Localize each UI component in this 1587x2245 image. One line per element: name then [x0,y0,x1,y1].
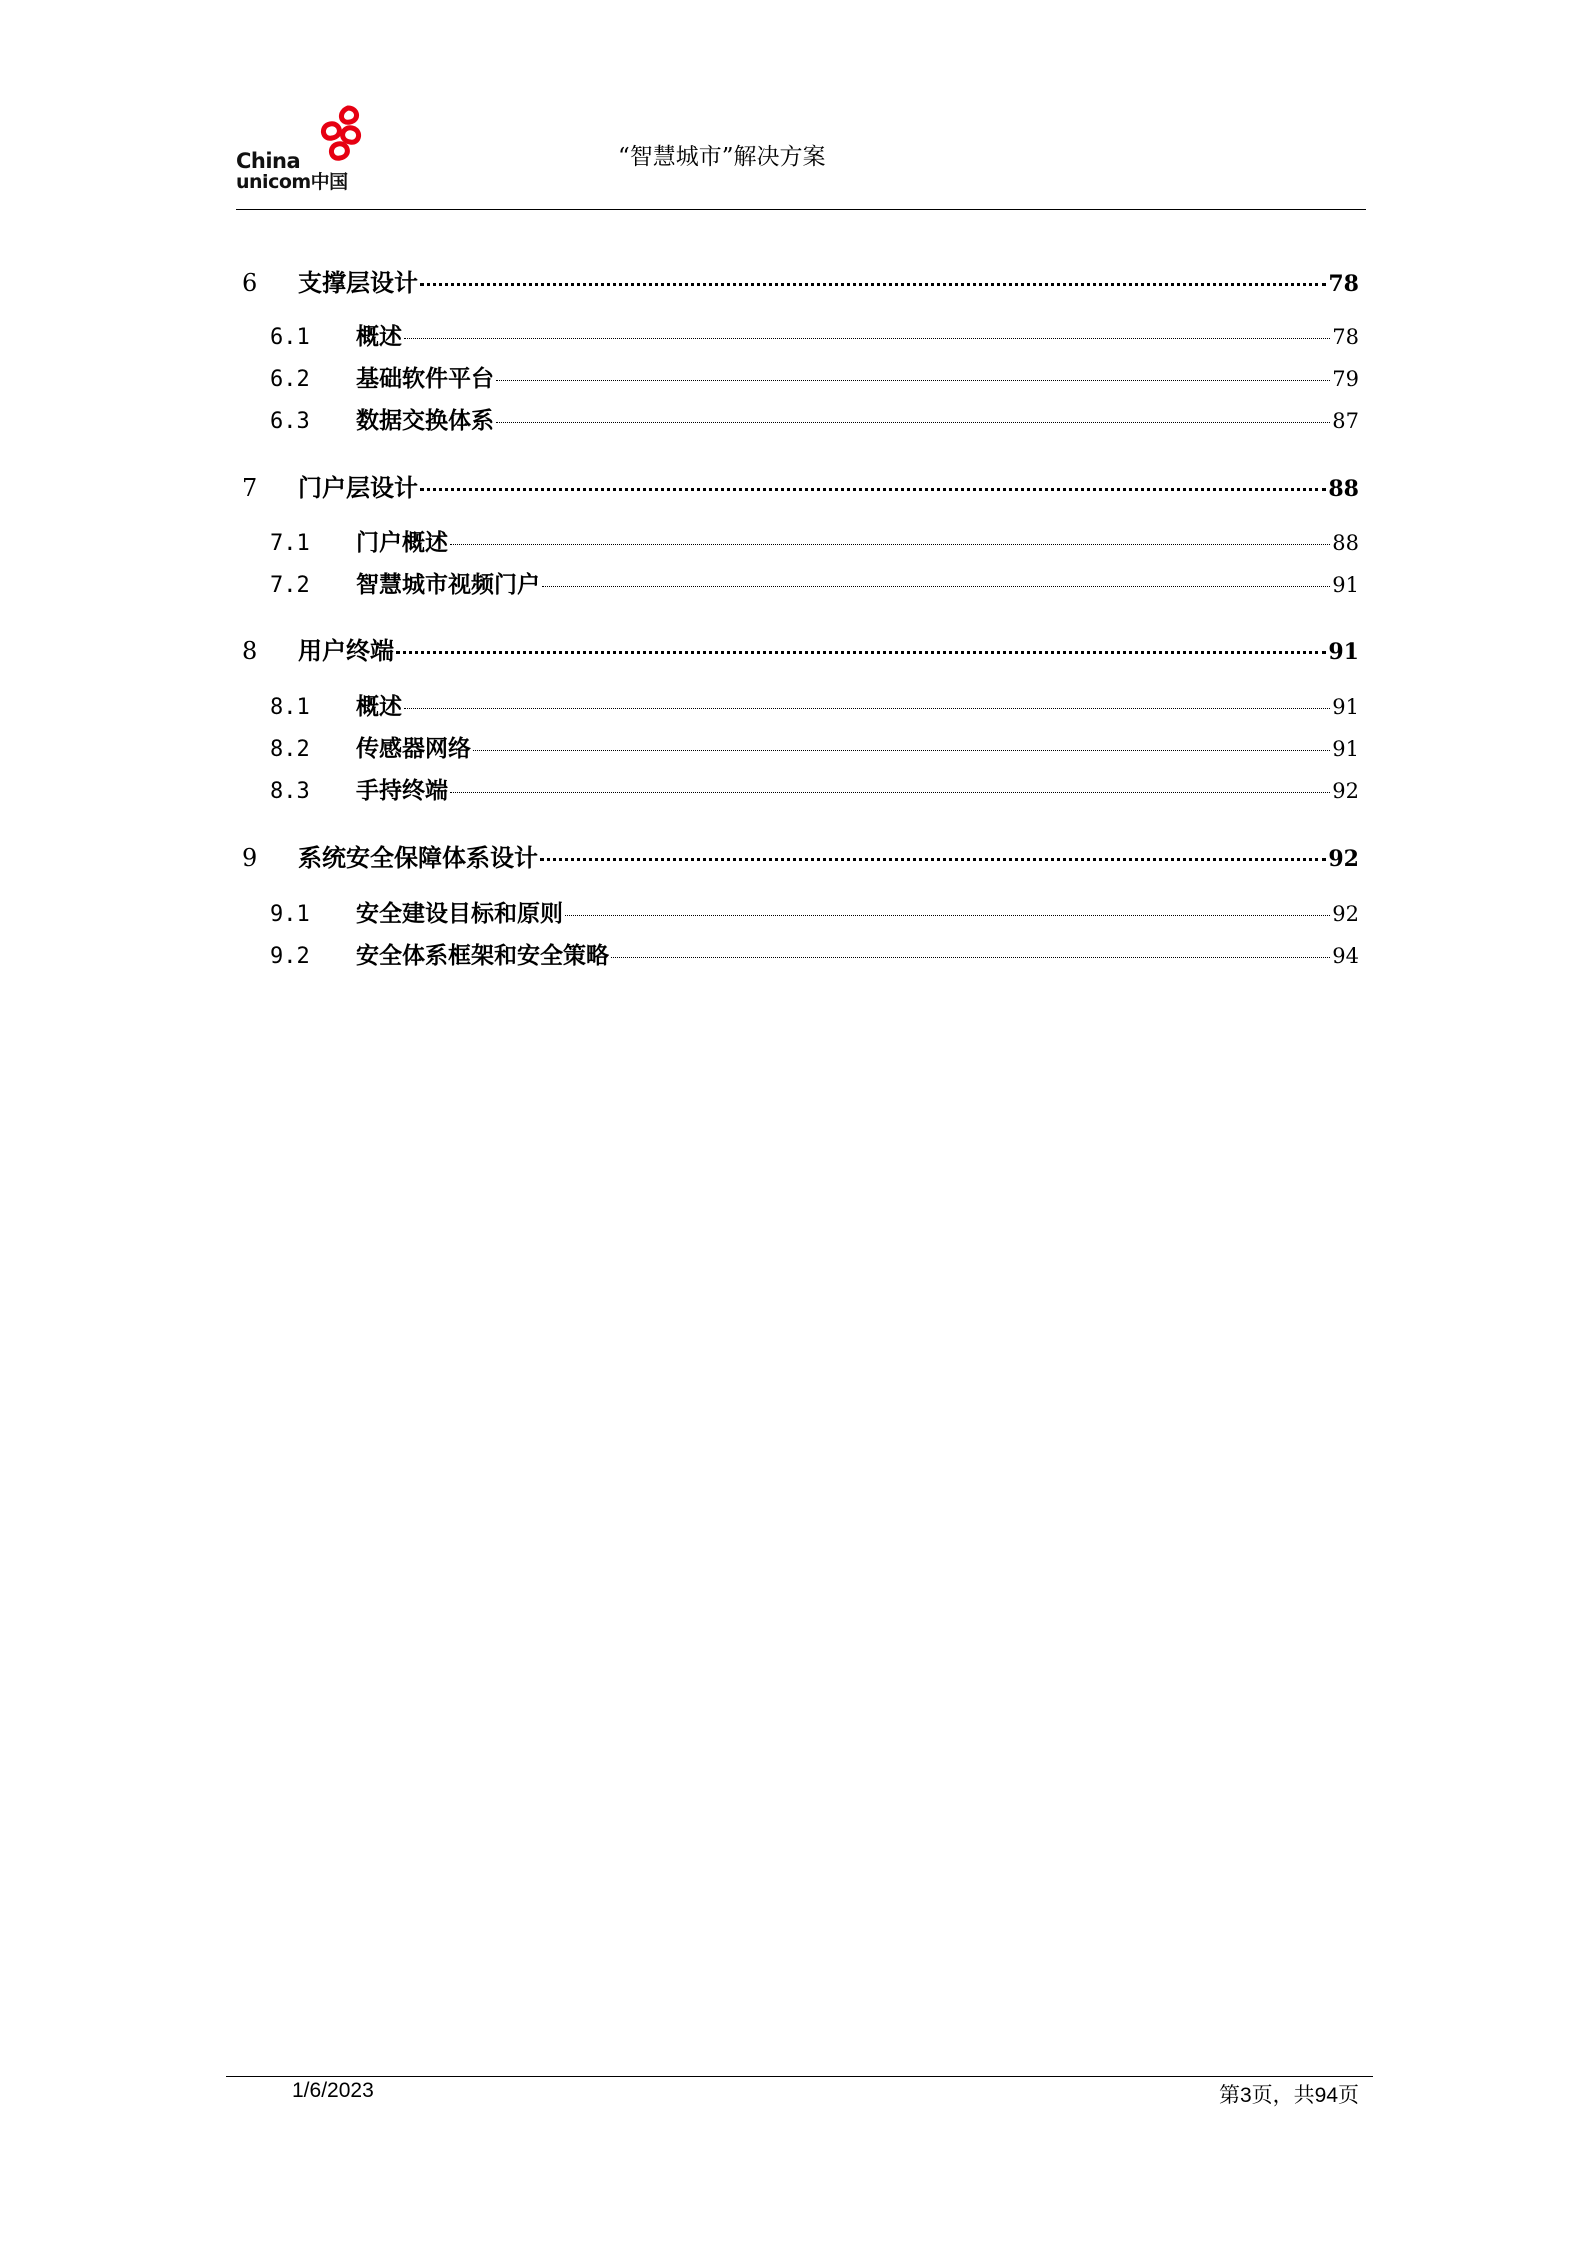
toc-entry-page: 92 [1328,846,1359,872]
footer-page-indicator [1219,2079,1359,2109]
toc-entry-title: 门户层设计 [298,474,418,502]
toc-entry-page: 87 [1332,409,1359,433]
toc-entry-page: 91 [1332,695,1359,719]
toc-dot-leader [404,338,1330,339]
toc-entry-title: 数据交换体系 [356,408,494,434]
page-current: 3 [1239,2084,1252,2107]
toc-entry-number: 7 [242,474,258,502]
page-total: 94 [1314,2084,1338,2107]
toc-entry-title: 安全体系框架和安全策略 [356,943,609,969]
toc-entry-page: 78 [1328,271,1359,297]
toc-entry-title: 门户概述 [356,530,448,556]
page-suffix: 页 [1338,2083,1359,2107]
toc-entry-title: 安全建设目标和原则 [356,901,563,927]
toc-entry-page: 92 [1332,902,1359,926]
toc-entry-page: 79 [1332,367,1359,391]
logo-text-line2: unicom中国 [236,171,348,193]
toc-entry-title: 手持终端 [356,778,448,804]
toc-dot-leader [396,651,1326,654]
toc-entry-title: 概述 [356,324,402,350]
logo-text-line1: China [236,149,301,173]
toc-chapter-entry[interactable] [242,631,1359,665]
toc-entry-number: 8.2 [270,737,310,762]
toc-entry-page: 92 [1332,779,1359,803]
toc-dot-leader [450,792,1330,793]
toc-dot-leader [496,380,1330,381]
toc-entry-title: 用户终端 [298,637,394,665]
toc-section-entry[interactable] [270,566,1359,600]
toc-entry-number: 6 [242,269,258,297]
footer-divider [226,2076,1373,2077]
page-middle: 页，共 [1251,2083,1315,2107]
toc-dot-leader [565,915,1330,916]
toc-section-entry[interactable] [270,937,1359,971]
toc-entry-page: 91 [1328,639,1359,665]
toc-chapter-entry[interactable] [242,838,1359,872]
toc-entry-number: 6.3 [270,409,310,434]
toc-dot-leader [540,858,1326,861]
toc-chapter-entry[interactable] [242,263,1359,297]
toc-entry-title: 传感器网络 [356,736,471,762]
toc-entry-number: 9.2 [270,944,310,969]
toc-dot-leader [473,750,1330,751]
toc-entry-page: 94 [1332,944,1359,968]
toc-section-entry[interactable] [270,524,1359,558]
toc-entry-page: 88 [1332,531,1359,555]
toc-dot-leader [450,544,1330,545]
document-title: “智慧城市”解决方案 [618,144,826,170]
toc-entry-title: 智慧城市视频门户 [356,572,540,598]
toc-section-entry[interactable] [270,730,1359,764]
toc-section-entry[interactable] [270,772,1359,806]
toc-dot-leader [420,283,1326,286]
toc-entry-number: 8.1 [270,695,310,720]
toc-entry-page: 78 [1332,325,1359,349]
toc-dot-leader [611,957,1330,958]
header-divider [236,209,1366,210]
toc-chapter-entry[interactable] [242,468,1359,502]
toc-entry-page: 91 [1332,737,1359,761]
toc-dot-leader [420,488,1326,491]
footer-date: 1/6/2023 [292,2079,374,2102]
toc-entry-title: 系统安全保障体系设计 [298,844,538,872]
toc-dot-leader [542,586,1330,587]
toc-entry-number: 8 [242,637,258,665]
toc-section-entry[interactable] [270,895,1359,929]
toc-section-entry[interactable] [270,360,1359,394]
toc-entry-title: 概述 [356,694,402,720]
page-prefix: 第 [1218,2083,1240,2107]
toc-entry-title: 支撑层设计 [298,269,418,297]
toc-entry-number: 9 [242,844,258,872]
china-unicom-knot-icon [318,104,366,166]
toc-entry-page: 88 [1328,476,1359,502]
toc-entry-number: 8.3 [270,779,310,804]
toc-dot-leader [404,708,1330,709]
toc-section-entry[interactable] [270,688,1359,722]
toc-entry-number: 7.2 [270,573,310,598]
china-unicom-logo [236,104,366,193]
toc-section-entry[interactable] [270,402,1359,436]
toc-entry-number: 9.1 [270,902,310,927]
toc-entry-number: 6.1 [270,325,310,350]
toc-entry-number: 7.1 [270,531,310,556]
toc-section-entry[interactable] [270,318,1359,352]
toc-entry-title: 基础软件平台 [356,366,494,392]
toc-entry-page: 91 [1332,573,1359,597]
toc-dot-leader [496,422,1330,423]
toc-entry-number: 6.2 [270,367,310,392]
